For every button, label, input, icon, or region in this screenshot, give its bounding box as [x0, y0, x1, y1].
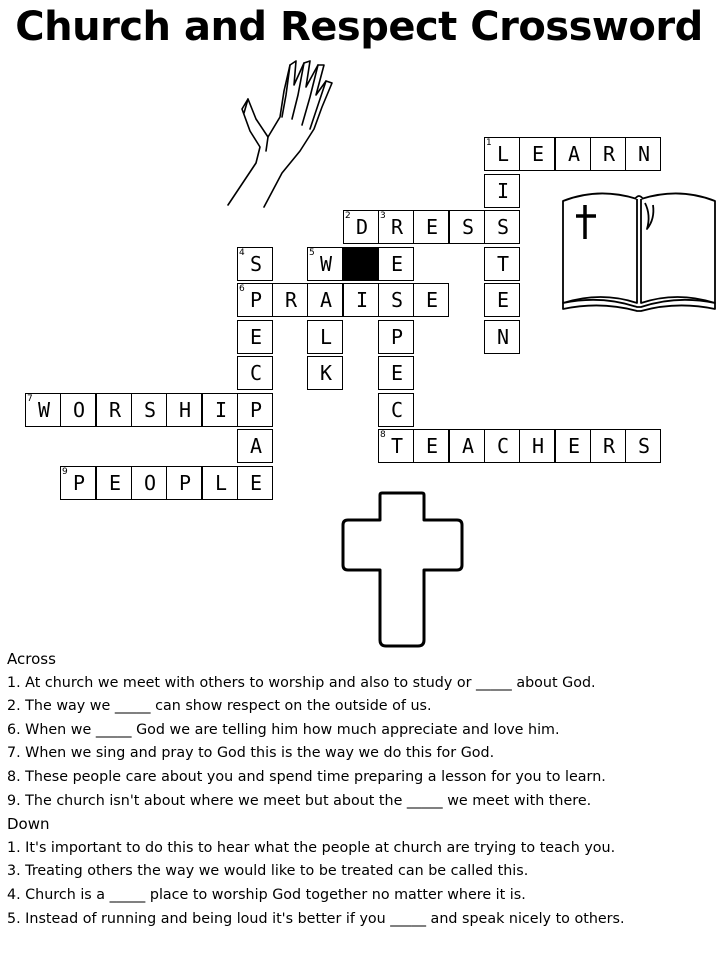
page-title: Church and Respect Crossword: [15, 4, 703, 50]
grid-cell[interactable]: [484, 174, 520, 208]
grid-cell[interactable]: [484, 429, 520, 463]
cell-letter: H: [531, 434, 545, 458]
cell-letter: S: [249, 252, 263, 276]
grid-cell[interactable]: [202, 466, 238, 500]
cell-letter: S: [390, 288, 404, 312]
across-clue-9: 9. The church isn't about where we meet but about the _____ we meet with there.: [7, 792, 592, 809]
cell-letter: C: [390, 398, 404, 422]
clue-number: 3: [380, 211, 386, 221]
grid-cell[interactable]: [519, 429, 555, 463]
grid-cell[interactable]: [449, 429, 485, 463]
grid-cell[interactable]: [484, 210, 520, 244]
grid-cell[interactable]: [131, 393, 167, 427]
cell-letter: E: [249, 325, 263, 349]
clue-number: 4: [239, 248, 245, 258]
grid-cell[interactable]: [96, 466, 132, 500]
grid-cell[interactable]: [60, 466, 96, 500]
grid-cell[interactable]: [237, 356, 273, 390]
grid-cell[interactable]: [60, 393, 96, 427]
cell-letter: R: [284, 288, 298, 312]
cell-letter: A: [319, 288, 333, 312]
cell-letter: C: [496, 434, 510, 458]
grid-cell[interactable]: [378, 283, 414, 317]
cell-letter: P: [249, 398, 263, 422]
down-clue-5: 5. Instead of running and being loud it's better if you _____ and speak nicely to others.: [7, 910, 625, 927]
cell-letter: E: [390, 361, 404, 385]
grid-cell[interactable]: [590, 137, 626, 171]
grid-cell[interactable]: [166, 393, 202, 427]
cell-letter: E: [425, 215, 439, 239]
grid-cell[interactable]: [378, 320, 414, 354]
cell-letter: S: [143, 398, 157, 422]
cell-letter: R: [602, 434, 616, 458]
cell-letter: S: [461, 215, 475, 239]
grid-cell[interactable]: [166, 466, 202, 500]
clue-number: 5: [309, 248, 315, 258]
cell-letter: I: [355, 288, 369, 312]
cell-letter: R: [108, 398, 122, 422]
across-clue-2: 2. The way we _____ can show respect on the outside of us.: [7, 698, 432, 715]
grid-cell[interactable]: [307, 247, 343, 281]
cell-letter: N: [496, 325, 510, 349]
grid-cell[interactable]: [449, 210, 485, 244]
cell-letter: E: [567, 434, 581, 458]
down-clue-1: 1. It's important to do this to hear what the people at church are trying to teach you.: [7, 839, 616, 856]
across-clue-1: 1. At church we meet with others to worship and also to study or _____ about God.: [7, 674, 596, 691]
cell-letter: D: [355, 215, 369, 239]
cell-letter: R: [390, 215, 404, 239]
across-clue-6: 6. When we _____ God we are telling him how much appreciate and love him.: [7, 721, 560, 738]
grid-cell[interactable]: [202, 393, 238, 427]
clue-number: 9: [62, 467, 68, 477]
grid-cell[interactable]: [307, 320, 343, 354]
grid-cell[interactable]: [237, 466, 273, 500]
cell-letter: I: [214, 398, 228, 422]
grid-cell[interactable]: [343, 210, 379, 244]
grid-cell[interactable]: [131, 466, 167, 500]
clue-number: 1: [486, 138, 492, 148]
grid-cell[interactable]: [484, 247, 520, 281]
cell-letter: O: [72, 398, 86, 422]
cell-letter: P: [390, 325, 404, 349]
cell-letter: P: [249, 288, 263, 312]
cell-letter: H: [178, 398, 192, 422]
grid-cell[interactable]: [413, 210, 449, 244]
grid-cell[interactable]: [237, 429, 273, 463]
cell-letter: A: [249, 434, 263, 458]
cell-letter: L: [319, 325, 333, 349]
cell-letter: T: [496, 252, 510, 276]
grid-cell[interactable]: [237, 283, 273, 317]
cell-letter: S: [496, 215, 510, 239]
cell-letter: W: [319, 252, 333, 276]
cell-letter: S: [637, 434, 651, 458]
grid-cell[interactable]: [237, 320, 273, 354]
cell-letter: E: [425, 434, 439, 458]
cell-letter: P: [178, 471, 192, 495]
cell-letter: A: [567, 142, 581, 166]
cell-letter: O: [143, 471, 157, 495]
cell-letter: A: [461, 434, 475, 458]
cell-letter: R: [602, 142, 616, 166]
grid-cell[interactable]: [378, 393, 414, 427]
across-clue-8: 8. These people care about you and spend time preparing a lesson for you to learn.: [7, 768, 606, 785]
cell-letter: E: [496, 288, 510, 312]
grid-cell[interactable]: [25, 393, 61, 427]
grid-cell[interactable]: [378, 429, 414, 463]
praying-hands-icon: [222, 55, 350, 215]
cell-letter: L: [496, 142, 510, 166]
grid-cell[interactable]: [484, 283, 520, 317]
clue-number: 6: [239, 284, 245, 294]
grid-cell[interactable]: [272, 283, 308, 317]
grid-cell[interactable]: [484, 320, 520, 354]
across-heading: Across: [7, 650, 56, 668]
grid-cell[interactable]: [625, 429, 661, 463]
down-clue-4: 4. Church is a _____ place to worship God together no matter where it is.: [7, 886, 526, 903]
cell-letter: E: [390, 252, 404, 276]
grid-cell[interactable]: [378, 247, 414, 281]
grid-cell[interactable]: [413, 283, 449, 317]
cell-letter: L: [214, 471, 228, 495]
clue-number: 2: [345, 211, 351, 221]
grid-cell[interactable]: [307, 356, 343, 390]
grid-cell[interactable]: [237, 247, 273, 281]
grid-cell[interactable]: [343, 283, 379, 317]
cell-letter: I: [496, 179, 510, 203]
cell-letter: E: [425, 288, 439, 312]
clues-section: [7, 648, 715, 931]
grid-cell[interactable]: [307, 283, 343, 317]
grid-cell[interactable]: [519, 137, 555, 171]
grid-cell[interactable]: [625, 137, 661, 171]
grid-cell[interactable]: [484, 137, 520, 171]
grid-cell[interactable]: [237, 393, 273, 427]
cell-letter: E: [108, 471, 122, 495]
grid-cell[interactable]: [590, 429, 626, 463]
cell-letter: N: [637, 142, 651, 166]
bible-icon: [559, 185, 718, 313]
down-heading: Down: [7, 815, 50, 834]
cell-letter: K: [319, 361, 333, 385]
cell-letter: P: [72, 471, 86, 495]
grid-cell[interactable]: [378, 356, 414, 390]
across-clue-7: 7. When we sing and pray to God this is the way we do this for God.: [7, 745, 495, 762]
cell-letter: E: [249, 471, 263, 495]
cell-letter: W: [37, 398, 51, 422]
clue-number: 7: [27, 394, 33, 404]
cell-letter: E: [531, 142, 545, 166]
grid-cell[interactable]: [96, 393, 132, 427]
grid-cell[interactable]: [555, 137, 591, 171]
cross-icon: [340, 490, 466, 650]
cell-letter: T: [390, 434, 404, 458]
grid-cell[interactable]: [378, 210, 414, 244]
grid-cell[interactable]: [413, 429, 449, 463]
cell-letter: C: [249, 361, 263, 385]
down-clue-3: 3. Treating others the way we would like to be treated can be called this.: [7, 863, 529, 880]
grid-cell[interactable]: [555, 429, 591, 463]
grid-cell-black[interactable]: [343, 247, 379, 281]
clue-number: 8: [380, 430, 386, 440]
